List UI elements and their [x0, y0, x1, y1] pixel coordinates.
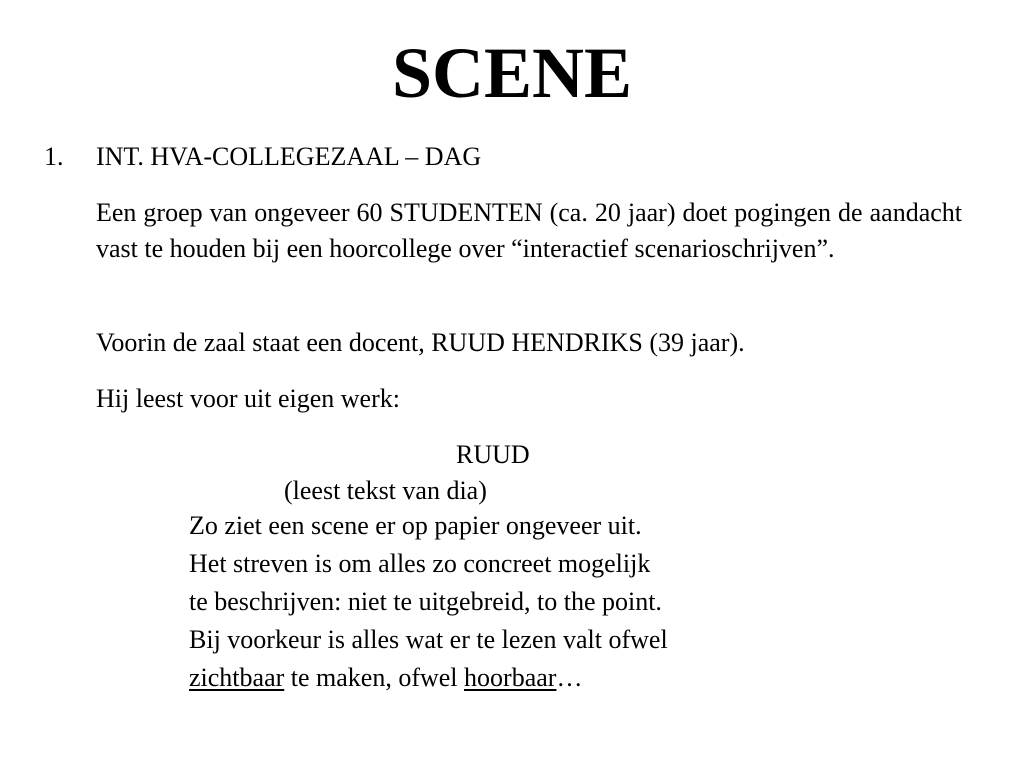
scene-number: 1.: [44, 142, 64, 171]
action-paragraph-reading: Hij leest voor uit eigen werk:: [96, 384, 400, 413]
ellipsis: …: [556, 663, 583, 692]
dialogue-line: Zo ziet een scene er op papier ongeveer uit.: [189, 511, 642, 540]
dialogue-text: te maken, ofwel: [284, 663, 465, 692]
dialogue-line: Het streven is om alles zo concreet mogelijk: [189, 549, 651, 578]
dialogue-line: te beschrijven: niet te uitgebreid, to the point.: [189, 587, 662, 616]
dialogue-block: [189, 507, 668, 697]
underlined-word-zichtbaar: zichtbaar: [189, 663, 285, 692]
slide-title: SCENE: [391, 33, 633, 113]
dialogue-line: [189, 659, 668, 697]
underlined-word-hoorbaar: hoorbaar: [464, 663, 557, 692]
dialogue-line: Bij voorkeur is alles wat er te lezen valt ofwel: [189, 625, 668, 654]
action-paragraph-docent: Voorin de zaal staat een docent, RUUD HENDRIKS (39 jaar).: [96, 328, 745, 357]
character-name: RUUD: [456, 440, 530, 469]
parenthetical: (leest tekst van dia): [284, 476, 487, 505]
scene-heading: INT. HVA-COLLEGEZAAL – DAG: [96, 142, 482, 171]
action-paragraph-students: Een groep van ongeveer 60 STUDENTEN (ca. 20 jaar) doet pogingen de aandacht vast te houden bij een hoorcollege over “interactief scenarioschrijven”.: [96, 198, 962, 263]
